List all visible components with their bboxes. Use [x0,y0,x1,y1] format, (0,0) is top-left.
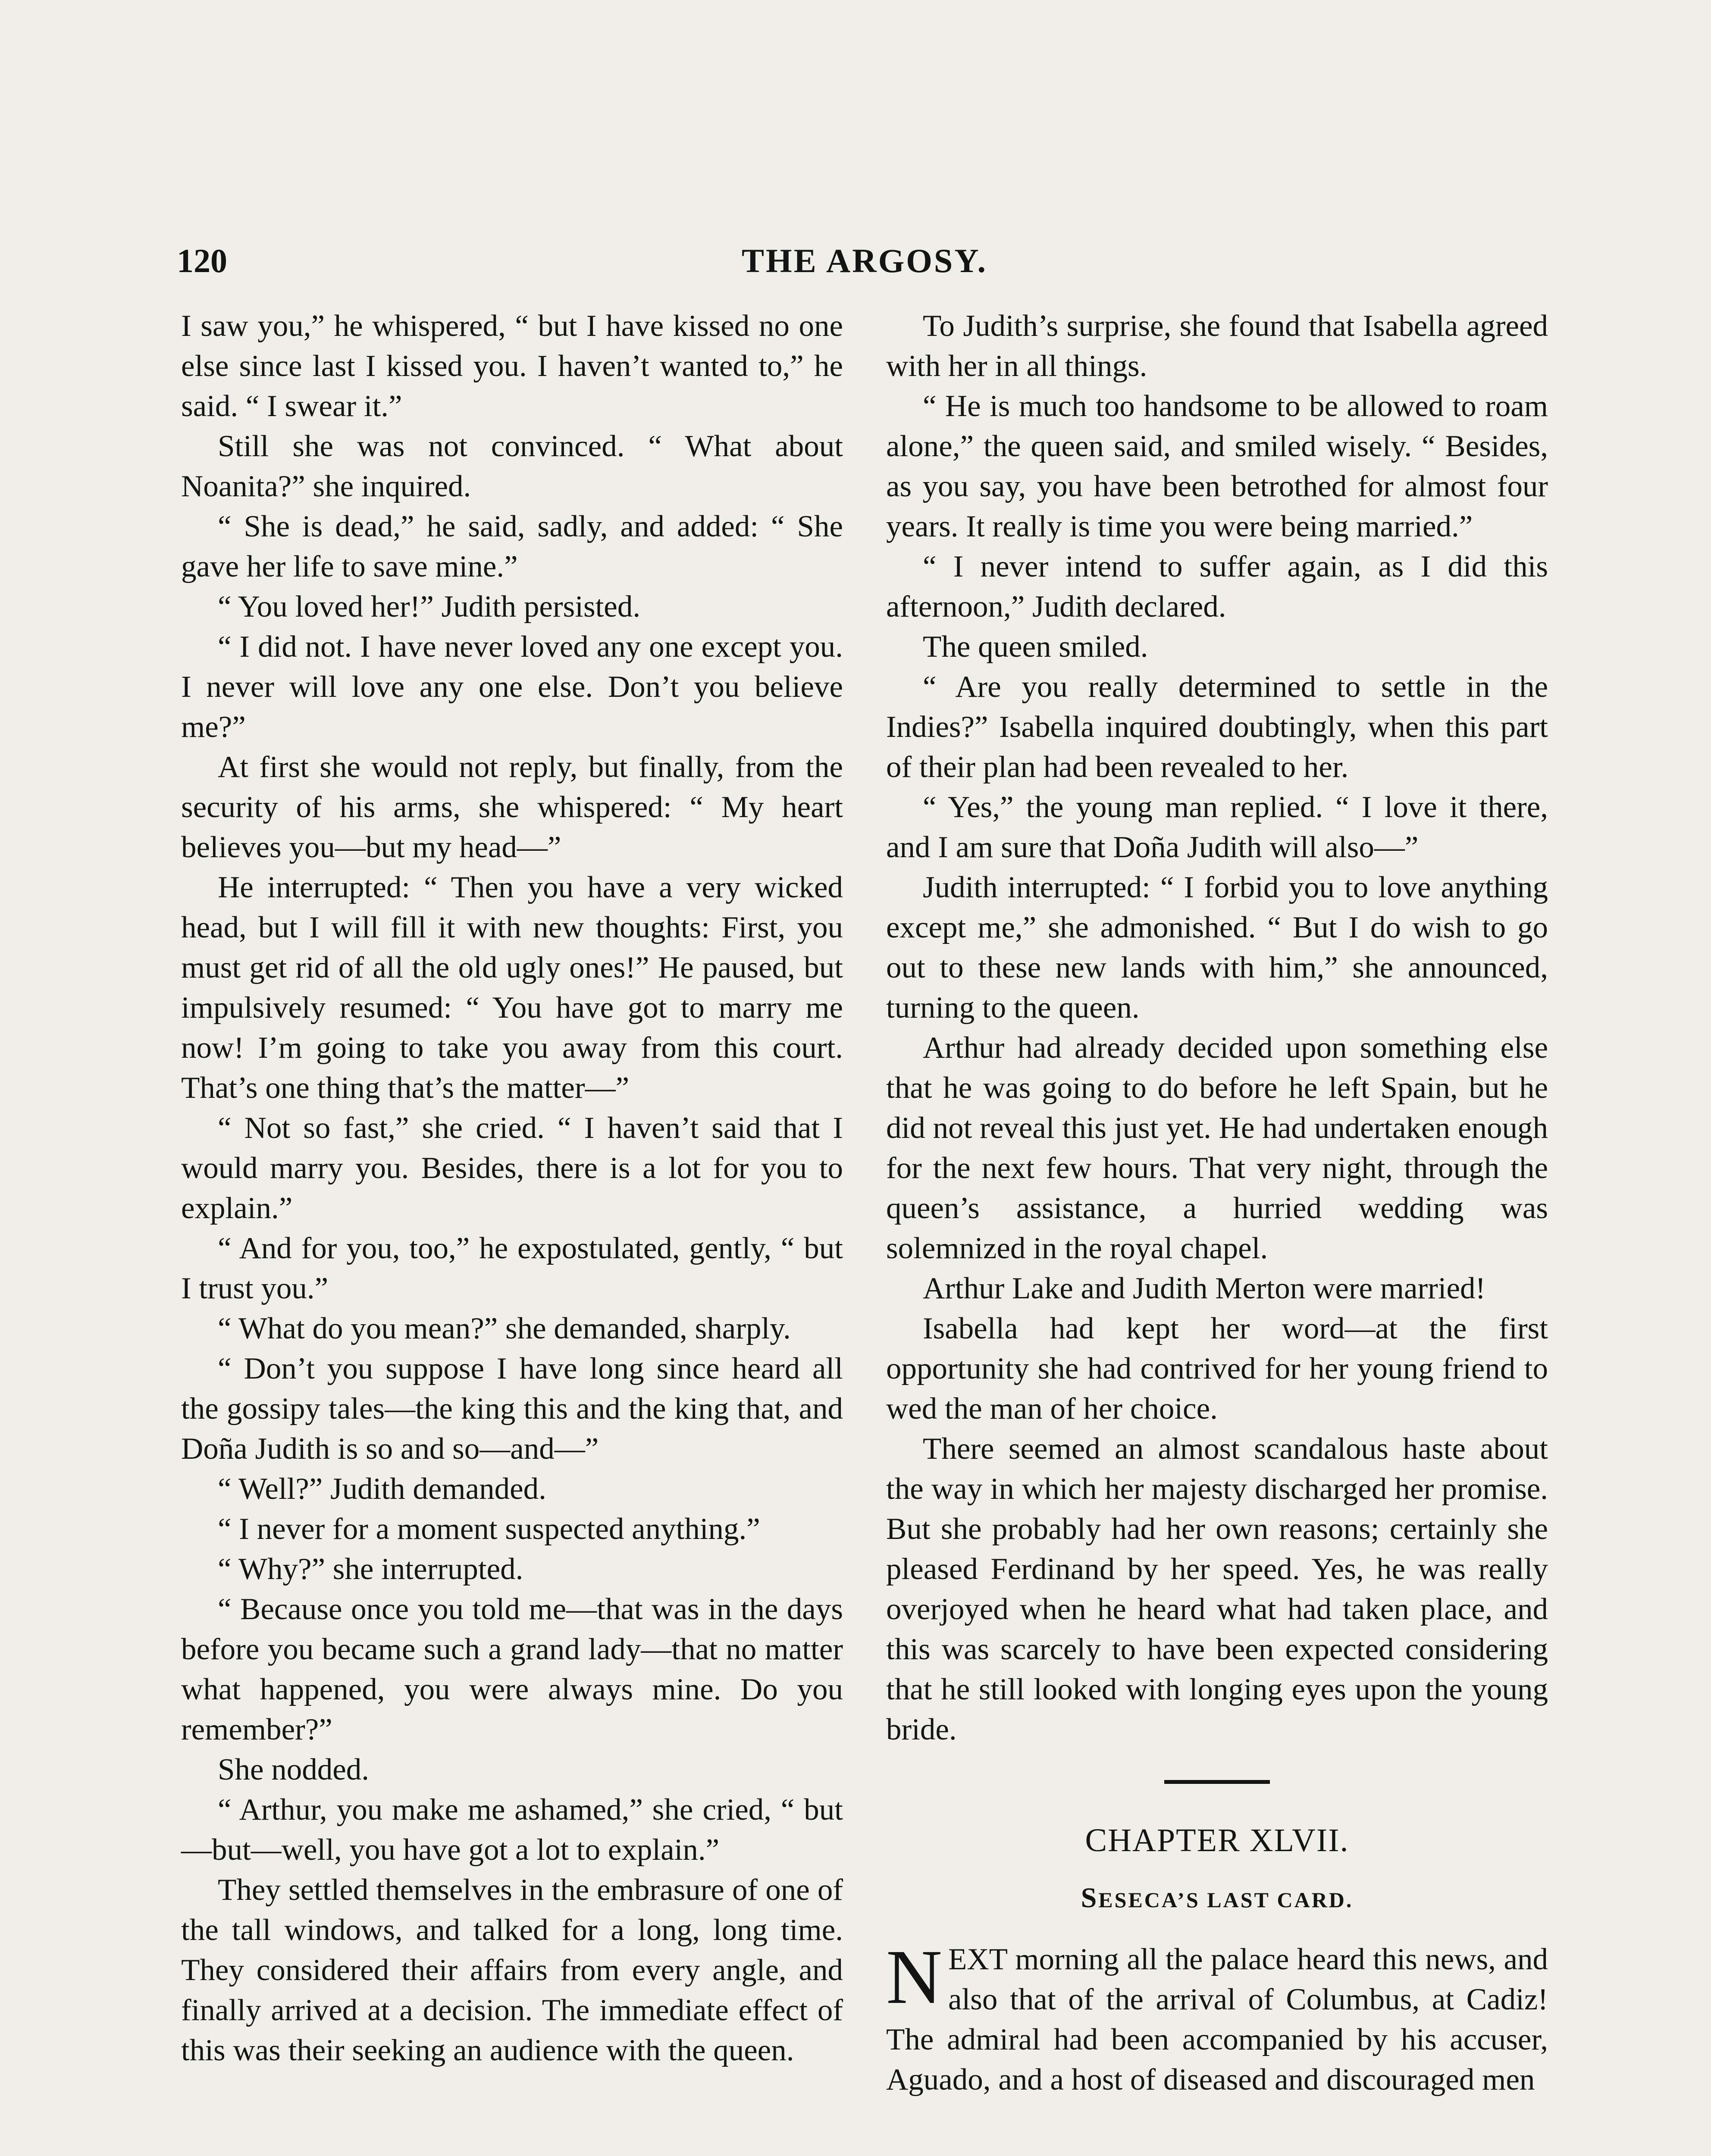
chapter-title: CHAPTER XLVII. [1085,1822,1349,1858]
opening-text: morning all the palace heard this news, and also that of the arrival of Columbus, at Cadiz! The admiral had been accompanied by his accuser, Aguado, and a host of diseased and discouraged men [886,1943,1548,2096]
paragraph: Arthur had already decided upon something else that he was going to do before he left Spain, but he did not reveal this just yet. He had undertaken enough for the next few hours. That very night, through the queen’s assistance, a hurried wedding was solemnized in the royal chapel. [886,1031,1548,1265]
paragraph: “ I never intend to suffer again, as I did this afternoon,” Judith declared. [886,550,1548,624]
paragraph: Isabella had kept her word—at the first opportunity she had contrived for her young friend to wed the man of her choice. [886,1312,1548,1426]
paragraph: “ What do you mean?” she demanded, sharply. [218,1312,791,1345]
paragraph: I saw you,” he whispered, “ but I have kissed no one else since last I kissed you. I haven’t wanted to,” he said. “ I swear it.” [181,309,843,423]
running-title: THE ARGOSY. [742,242,987,279]
paragraph: “ And for you, too,” he expostulated, gently, “ but I trust you.” [181,1232,843,1305]
paragraph: “ Why?” she interrupted. [218,1552,523,1586]
paragraph: They settled themselves in the embrasure of one of the tall windows, and talked for a long, long time. They considered their affairs from every angle, and finally arrived at a decision. The immediate effect of this was their seeking an audience with the queen. [181,1873,843,2067]
opening-first-word: EXT [948,1943,1007,1976]
paragraph: “ Yes,” the young man replied. “ I love it there, and I am sure that Doña Judith will also—” [886,790,1548,864]
right-column [886,306,1548,2100]
drop-cap: N [886,1934,942,2020]
paragraph: “ Arthur, you make me ashamed,” she cried, “ but—but—well, you have got a lot to explain.” [181,1793,843,1867]
chapter-subtitle [886,1878,1548,1920]
paragraph: Arthur Lake and Judith Merton were married! [923,1272,1486,1305]
paragraph: She nodded. [218,1753,370,1786]
left-column [181,306,843,2071]
chapter-subtitle-rest: ESECA’S LAST CARD. [1098,1888,1354,1912]
paragraph: The queen smiled. [923,630,1148,664]
paragraph: “ He is much too handsome to be allowed to roam alone,” the queen said, and smiled wisely. “ Besides, as you say, you have been betrothed for almost four years. It really is time you were being married.” [886,389,1548,543]
running-header [177,241,1552,298]
paragraph: He interrupted: “ Then you have a very wicked head, but I will fill it with new thoughts: First, you must get rid of all the old ugly ones!” He paused, but impulsively resumed: “ You have got to marry me now! I’m going to take you away from this court. That’s one thing that’s the matter—” [181,871,843,1105]
paragraph: “ Well?” Judith demanded. [218,1472,546,1506]
paragraph: There seemed an almost scandalous haste about the way in which her majesty discharged her promise. But she probably had her own reasons; certainly she pleased Ferdinand by her speed. Yes, he was really overjoyed when he heard what had taken place, and this was scarcely to have been expected considering that he still looked with longing eyes upon the young bride. [886,1432,1548,1746]
section-divider [1164,1780,1270,1784]
chapter-opening-paragraph [886,1934,1548,2100]
paragraph: “ Don’t you suppose I have long since heard all the gossipy tales—the king this and the king that, and Doña Judith is so and so—and—” [181,1352,843,1466]
paragraph: At first she would not reply, but finally, from the security of his arms, she whispered: “ My heart believes you—but my head—” [181,750,843,864]
paragraph: Judith interrupted: “ I forbid you to love anything except me,” she admonished. “ But I do wish to go out to these new lands with him,” she announced, turning to the queen. [886,871,1548,1025]
paragraph: “ Are you really determined to settle in the Indies?” Isabella inquired doubtingly, when this part of their plan had been revealed to her. [886,670,1548,784]
page-number: 120 [177,242,227,279]
paragraph: Still she was not convinced. “ What about Noanita?” she inquired. [181,429,843,503]
chapter-subtitle-initial: S [1081,1882,1099,1914]
paragraph: “ You loved her!” Judith persisted. [218,590,641,624]
paragraph: To Judith’s surprise, she found that Isabella agreed with her in all things. [886,309,1548,383]
paragraph: “ She is dead,” he said, sadly, and added: “ She gave her life to save mine.” [181,510,843,583]
paragraph: “ I never for a moment suspected anything.” [218,1512,760,1546]
paragraph: “ Because once you told me—that was in the days before you became such a grand lady—that no matter what happened, you were always mine. Do you remember?” [181,1592,843,1746]
paragraph: “ Not so fast,” she cried. “ I haven’t said that I would marry you. Besides, there is a lot for you to explain.” [181,1111,843,1225]
paragraph: “ I did not. I have never loved any one except you. I never will love any one else. Don’t you believe me?” [181,630,843,744]
